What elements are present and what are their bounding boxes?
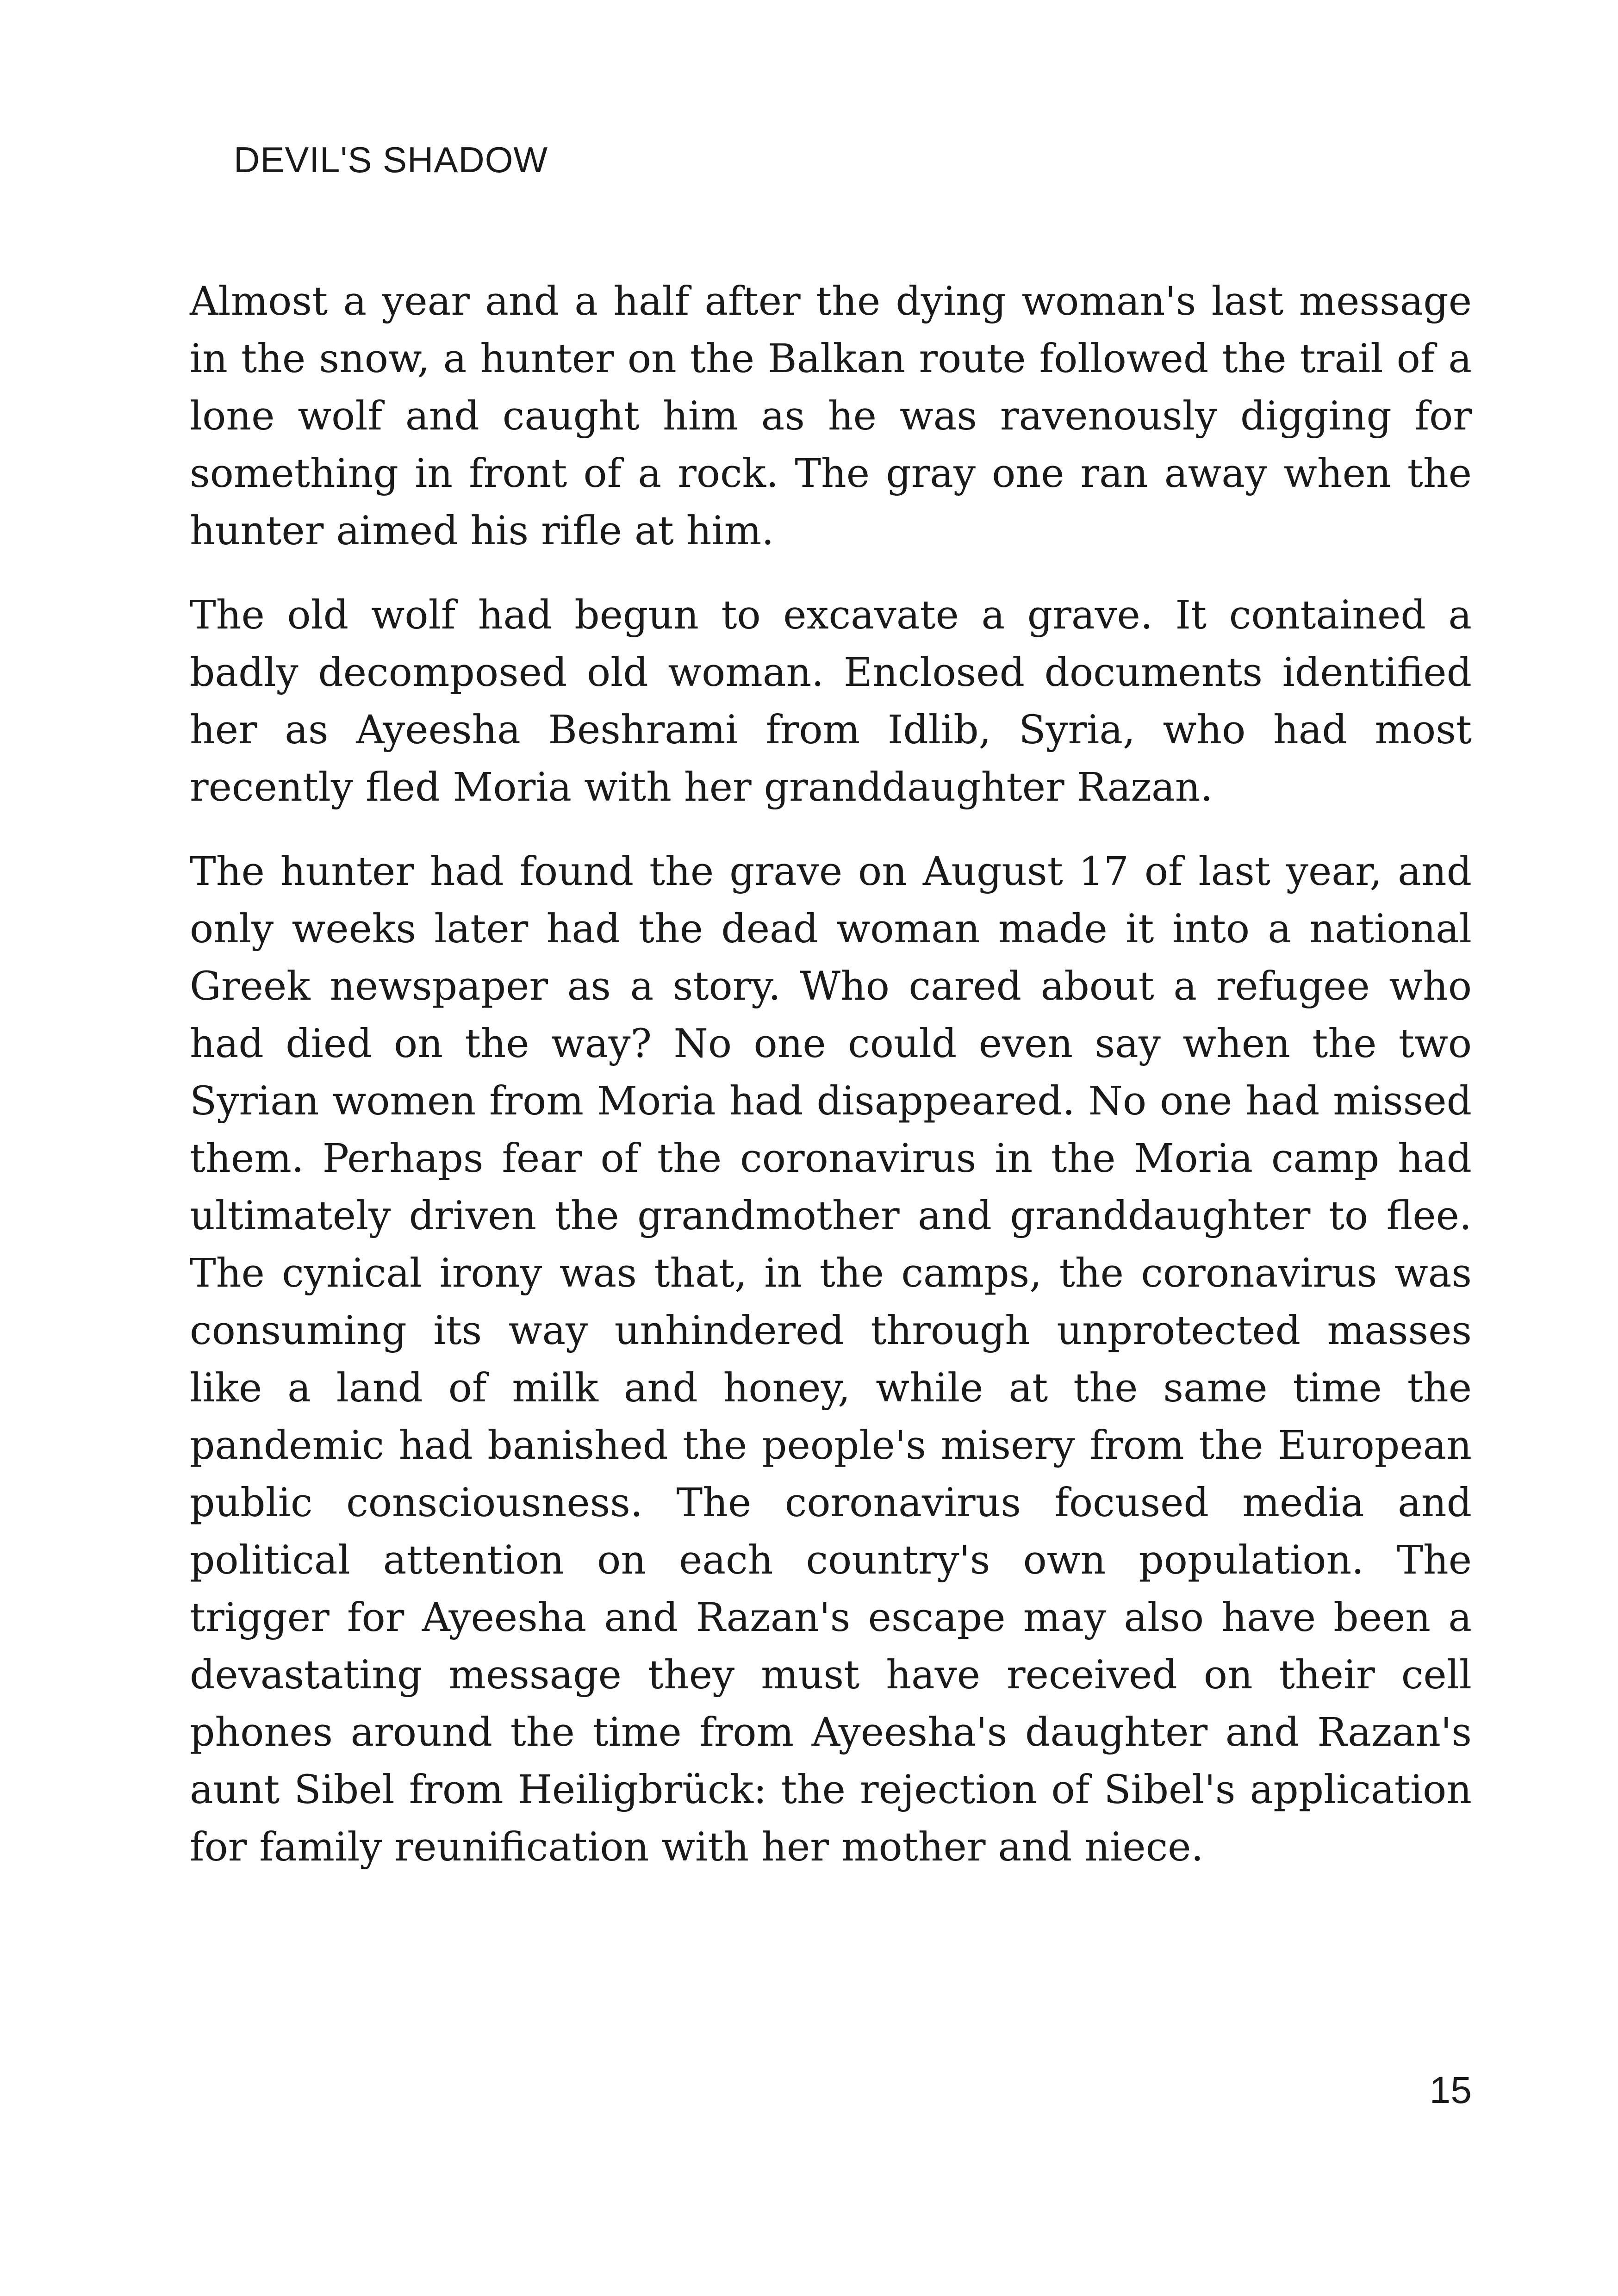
page-number: 15 xyxy=(1429,2069,1472,2111)
paragraph-2: The old wolf had begun to excavate a grave. It contained a badly decomposed old woman. Enclosed documents identified her as Ayeesha Beshrami from Idlib, Syria, who had most recently fled Moria with her granddaughter Razan. xyxy=(190,592,1472,810)
running-header: DEVIL'S SHADOW xyxy=(234,139,548,180)
body-text xyxy=(190,273,1472,1903)
paragraph-1: Almost a year and a half after the dying woman's last message in the snow, a hunter on the Balkan route followed the trail of a lone wolf and caught him as he was ravenously digging for something in front of a rock. The gray one ran away when the hunter aimed his rifle at him. xyxy=(190,279,1472,554)
paragraph-3: The hunter had found the grave on August 17 of last year, and only weeks later had the dead woman made it into a national Greek newspaper as a story. Who cared about a refugee who had died on the way? No one could even say when the two Syrian women from Moria had disappeared. No one had missed them. Perhaps fear of the coronavirus in the Moria camp had ultimately driven the grandmother and granddaughter to flee. The cynical irony was that, in the camps, the coronavirus was consuming its way unhindered through unprotected masses like a land of milk and honey, while at the same time the pandemic had banished the people's misery from the European public consciousness. The coronavirus focused media and political attention on each country's own population. The trigger for Ayeesha and Razan's escape may also have been a devastating message they must have received on their cell phones around the time from Ayeesha's daughter and Razan's aunt Sibel from Heiligbrück: the rejection of Sibel's application for family reunification with her mother and niece. xyxy=(190,849,1472,1870)
